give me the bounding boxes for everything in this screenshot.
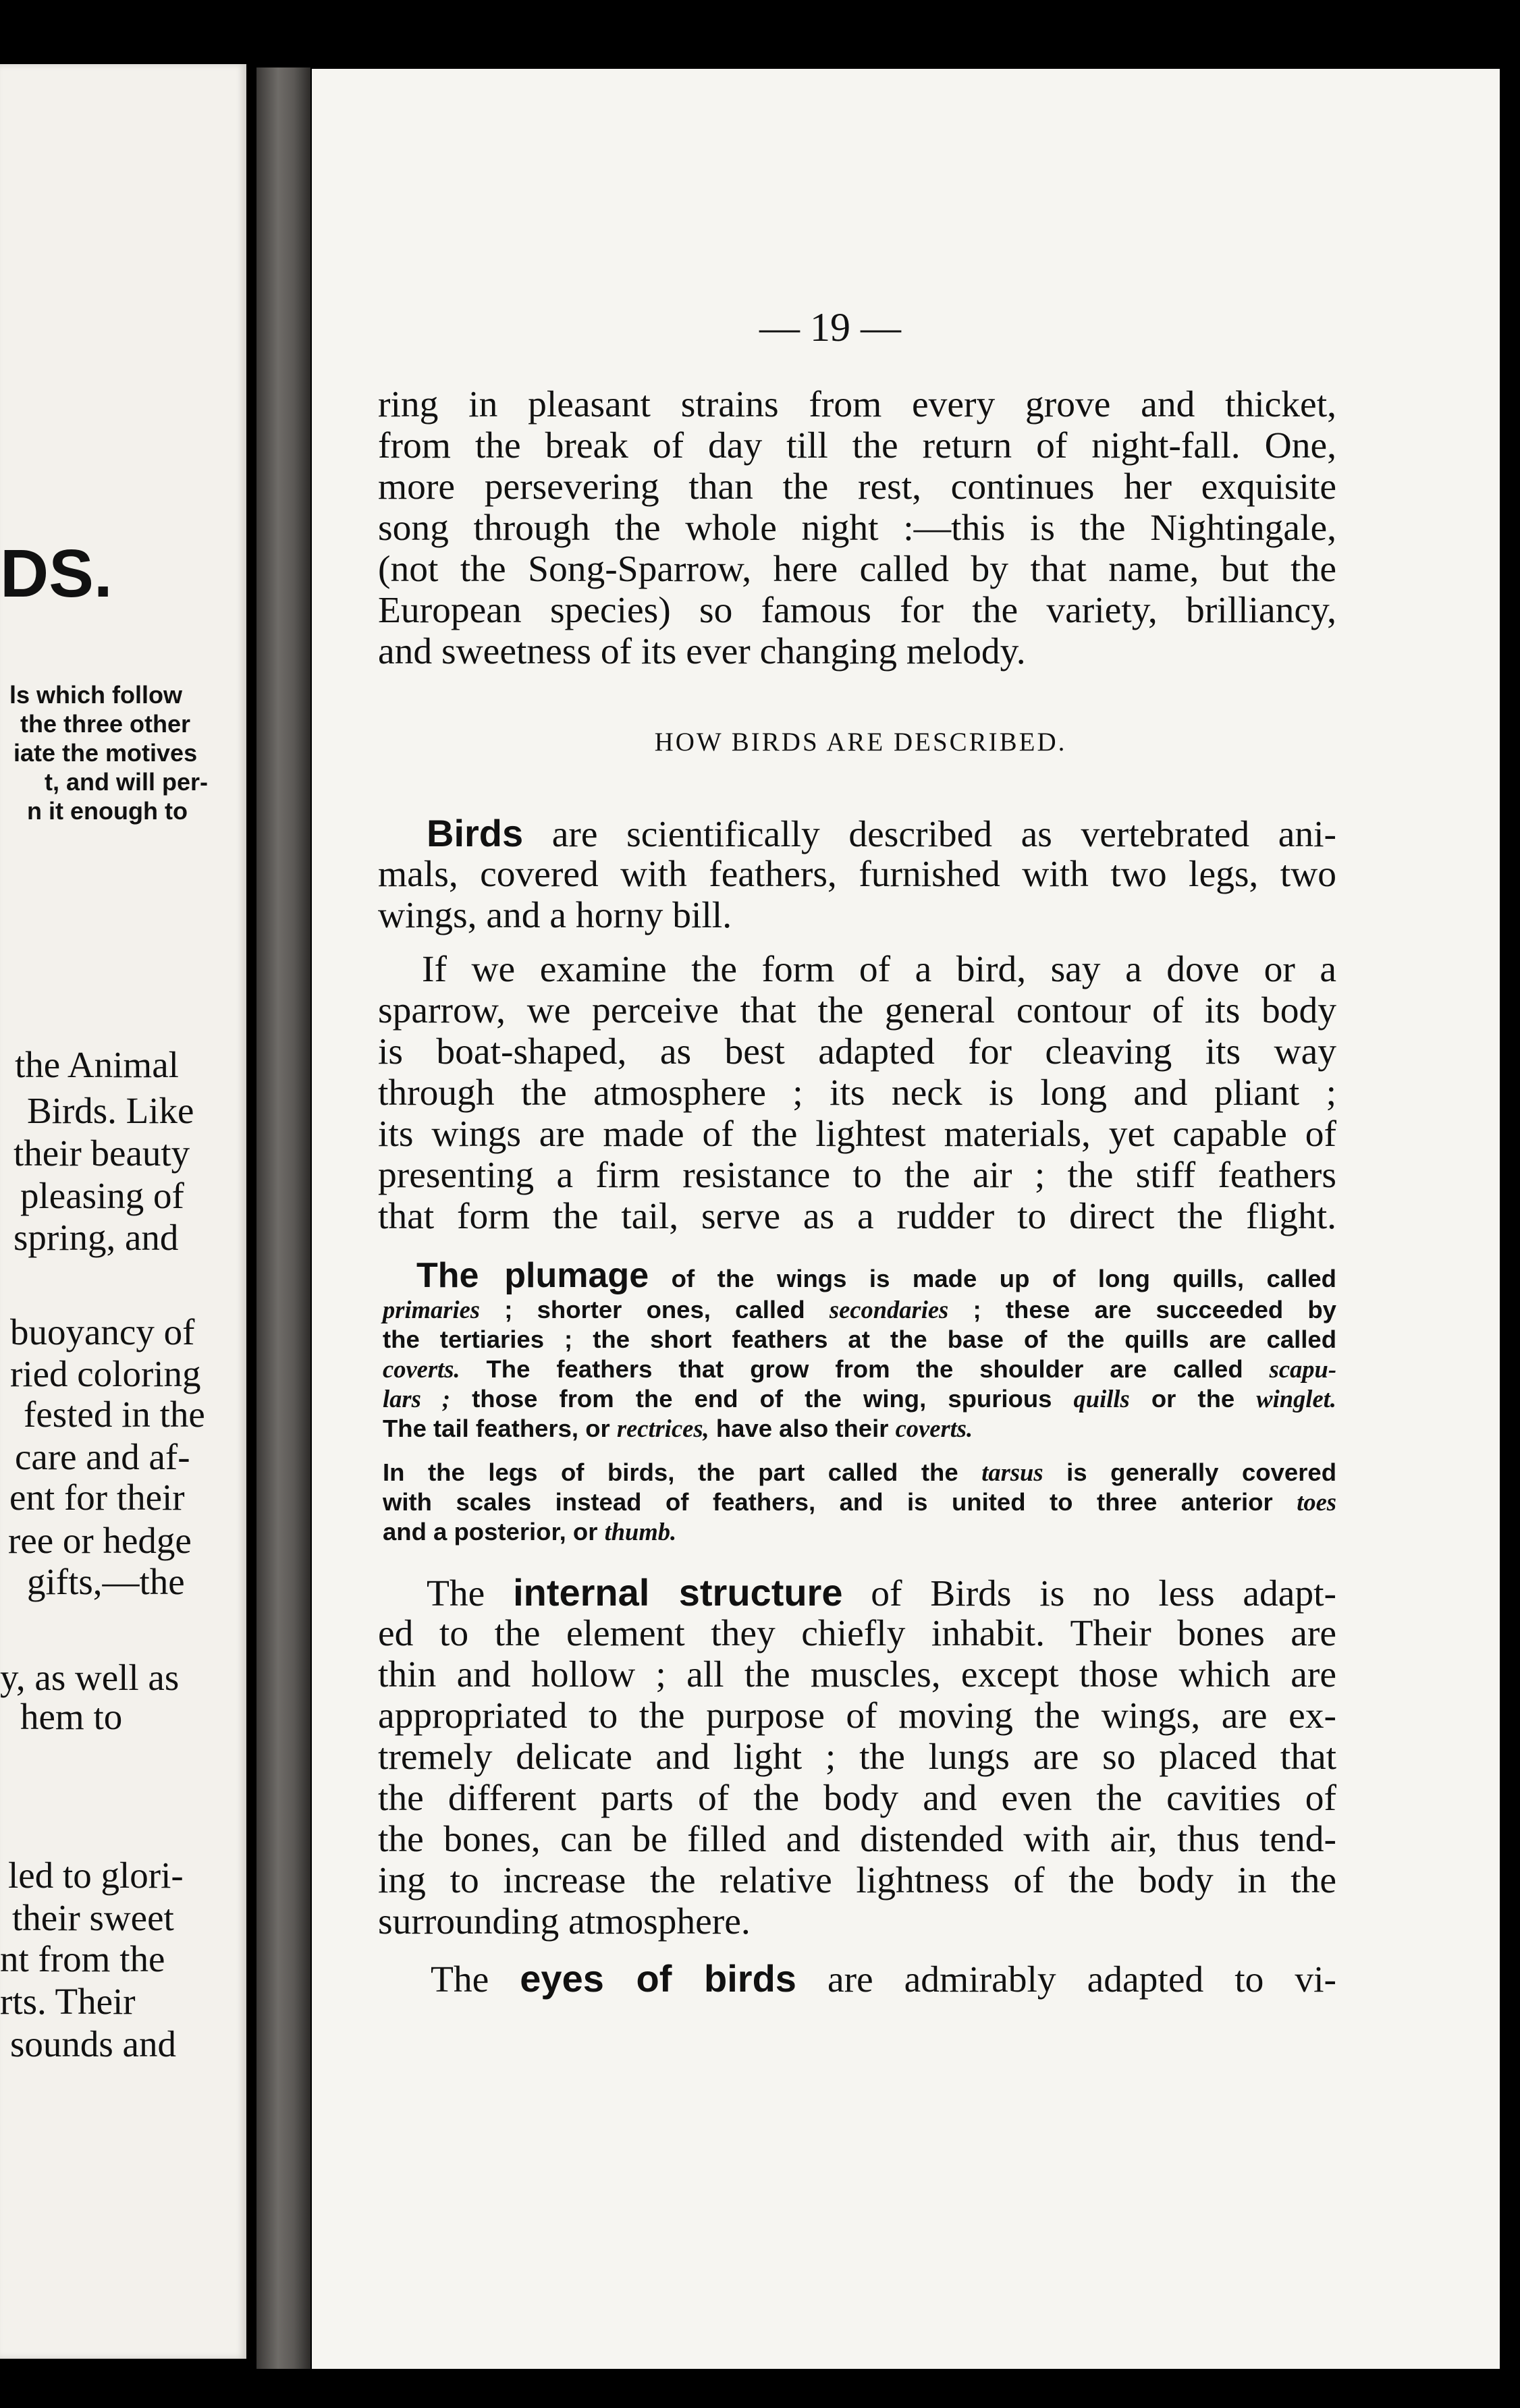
body-line: song through the whole night :—this is the Nightingale,	[378, 508, 1336, 549]
internal-line: thin and hollow ; all the muscles, except those which are	[378, 1654, 1336, 1695]
internal-line: ed to the element they chiefly inhabit. Their bones are	[378, 1613, 1336, 1654]
plumage-line	[383, 1295, 1336, 1325]
left-page-line: Birds. Like	[27, 1090, 194, 1131]
birds-para-line	[427, 813, 1336, 855]
examine-line: presenting a firm resistance to the air ; the stiff feathers	[378, 1155, 1336, 1196]
plumage-line	[383, 1414, 1336, 1444]
left-page-line: rts. Their	[0, 1981, 136, 2022]
body-line: European species) so famous for the variety, brilliancy,	[378, 590, 1336, 631]
left-page-small-line: the three other	[20, 710, 191, 738]
legs-line	[383, 1458, 1336, 1487]
term-primaries: primaries	[383, 1296, 480, 1323]
eyes-line-rest: are admirably adapted to vi-	[827, 1959, 1337, 2000]
plumage-line: the tertiaries ; the short feathers at the base of the quills are called	[383, 1325, 1336, 1353]
plumage-text: The feathers that grow from the shoulder are called	[486, 1355, 1243, 1383]
internal-line	[427, 1572, 1336, 1614]
term-coverts: coverts.	[895, 1415, 973, 1442]
left-page-line: pleasing of	[20, 1175, 184, 1216]
examine-line: sparrow, we perceive that the general contour of its body	[378, 990, 1336, 1031]
term-scapulars-cont: lars ;	[383, 1385, 451, 1413]
body-line: and sweetness of its ever changing melody.	[378, 631, 1026, 672]
plumage-text: or the	[1151, 1385, 1235, 1413]
legs-line	[383, 1487, 1336, 1517]
left-page-line: their beauty	[13, 1132, 190, 1174]
left-page-small-line: n it enough to	[27, 797, 188, 825]
birds-para-line: mals, covered with feathers, furnished with two legs, two	[378, 854, 1336, 895]
internal-line: ing to increase the relative lightness of the body in the	[378, 1860, 1336, 1901]
left-page-line: y, as well as	[0, 1657, 180, 1698]
term-toes: toes	[1297, 1488, 1336, 1516]
examine-line: that form the tail, serve as a rudder to direct the flight.	[378, 1196, 1336, 1237]
term-quills: quills	[1073, 1385, 1130, 1413]
left-page	[0, 64, 246, 2359]
eyes-lead-word: The	[431, 1959, 489, 2000]
birds-line1-rest: are scientifically described as vertebrated ani-	[551, 814, 1337, 855]
left-page-heading-fragment: DS.	[0, 536, 113, 611]
left-page-line: ree or hedge	[8, 1520, 192, 1561]
term-winglet: winglet.	[1256, 1385, 1336, 1413]
internal-lead: internal structure	[513, 1571, 843, 1614]
left-page-line: fested in the	[24, 1394, 205, 1435]
legs-text: and a posterior, or	[383, 1518, 598, 1545]
birds-para-line: wings, and a horny bill.	[378, 895, 732, 936]
section-heading: HOW BIRDS ARE DESCRIBED.	[654, 728, 1067, 757]
left-page-line: nt from the	[0, 1938, 165, 1979]
term-rectrices: rectrices,	[616, 1415, 709, 1442]
term-secondaries: secondaries	[829, 1296, 949, 1323]
legs-line	[383, 1517, 1336, 1547]
left-page-line: care and af-	[15, 1436, 190, 1477]
left-page-line: gifts,—the	[27, 1561, 185, 1602]
body-line: (not the Song-Sparrow, here called by that name, but the	[378, 549, 1336, 590]
examine-line: its wings are made of the lightest materials, yet capable of	[378, 1114, 1336, 1155]
plumage-text: of the wings is made up of long quills, called	[671, 1265, 1336, 1292]
book-gutter	[256, 67, 310, 2369]
internal-line: tremely delicate and light ; the lungs are so placed that	[378, 1736, 1336, 1778]
examine-line: If we examine the form of a bird, say a dove or a	[422, 949, 1336, 990]
birds-lead: Birds	[427, 812, 524, 854]
term-coverts: coverts.	[383, 1355, 460, 1383]
left-page-line: ried coloring	[10, 1353, 201, 1394]
left-page-line: spring, and	[13, 1217, 179, 1258]
eyes-lead: eyes of birds	[520, 1957, 796, 2000]
examine-line: through the atmosphere ; its neck is long and pliant ;	[378, 1072, 1336, 1114]
left-page-line: the Animal	[15, 1044, 179, 1085]
plumage-text: ; these are succeeded by	[973, 1296, 1336, 1323]
body-line: more persevering than the rest, continues her exquisite	[378, 466, 1336, 508]
plumage-line	[383, 1384, 1336, 1414]
internal-line: appropriated to the purpose of moving the wings, are ex-	[378, 1695, 1336, 1736]
legs-text: is generally covered	[1066, 1458, 1336, 1486]
legs-text: In the legs of birds, the part called the	[383, 1458, 958, 1486]
left-page-line: ent for their	[9, 1477, 185, 1518]
page-number: — 19 —	[759, 305, 901, 350]
plumage-text: those from the end of the wing, spurious	[472, 1385, 1052, 1413]
left-page-small-line: iate the motives	[13, 739, 198, 767]
plumage-text: The tail feathers, or	[383, 1415, 610, 1442]
term-tarsus: tarsus	[981, 1458, 1043, 1486]
plumage-lead: The plumage	[416, 1256, 649, 1295]
plumage-line	[416, 1256, 1336, 1295]
left-page-line: buoyancy of	[10, 1311, 195, 1352]
left-page-line: their sweet	[12, 1897, 174, 1938]
term-thumb: thumb.	[604, 1518, 677, 1545]
eyes-line	[431, 1959, 1336, 2000]
internal-line: the different parts of the body and even the cavities of	[378, 1778, 1336, 1819]
examine-line: is boat-shaped, as best adapted for cleaving its way	[378, 1031, 1336, 1072]
left-page-line: led to glori-	[8, 1855, 184, 1896]
plumage-line	[383, 1354, 1336, 1384]
body-line: ring in pleasant strains from every grove and thicket,	[378, 384, 1336, 425]
plumage-text: ; shorter ones, called	[504, 1296, 805, 1323]
left-page-small-line: t, and will per-	[45, 768, 209, 796]
internal-line: surrounding atmosphere.	[378, 1901, 751, 1942]
plumage-text: have also their	[715, 1415, 889, 1442]
internal-line: the bones, can be filled and distended with air, thus tend-	[378, 1819, 1336, 1860]
internal-line1-rest: of Birds is no less adapt-	[871, 1573, 1337, 1614]
left-page-small-line: ls which follow	[9, 681, 183, 709]
term-scapulars: scapu-	[1269, 1355, 1336, 1383]
body-line: from the break of day till the return of night-fall. One,	[378, 425, 1336, 466]
legs-text: with scales instead of feathers, and is united to three anterior	[383, 1488, 1273, 1516]
left-page-line: hem to	[20, 1696, 123, 1737]
internal-lead-word: The	[427, 1573, 485, 1614]
left-page-line: sounds and	[10, 2023, 176, 2064]
